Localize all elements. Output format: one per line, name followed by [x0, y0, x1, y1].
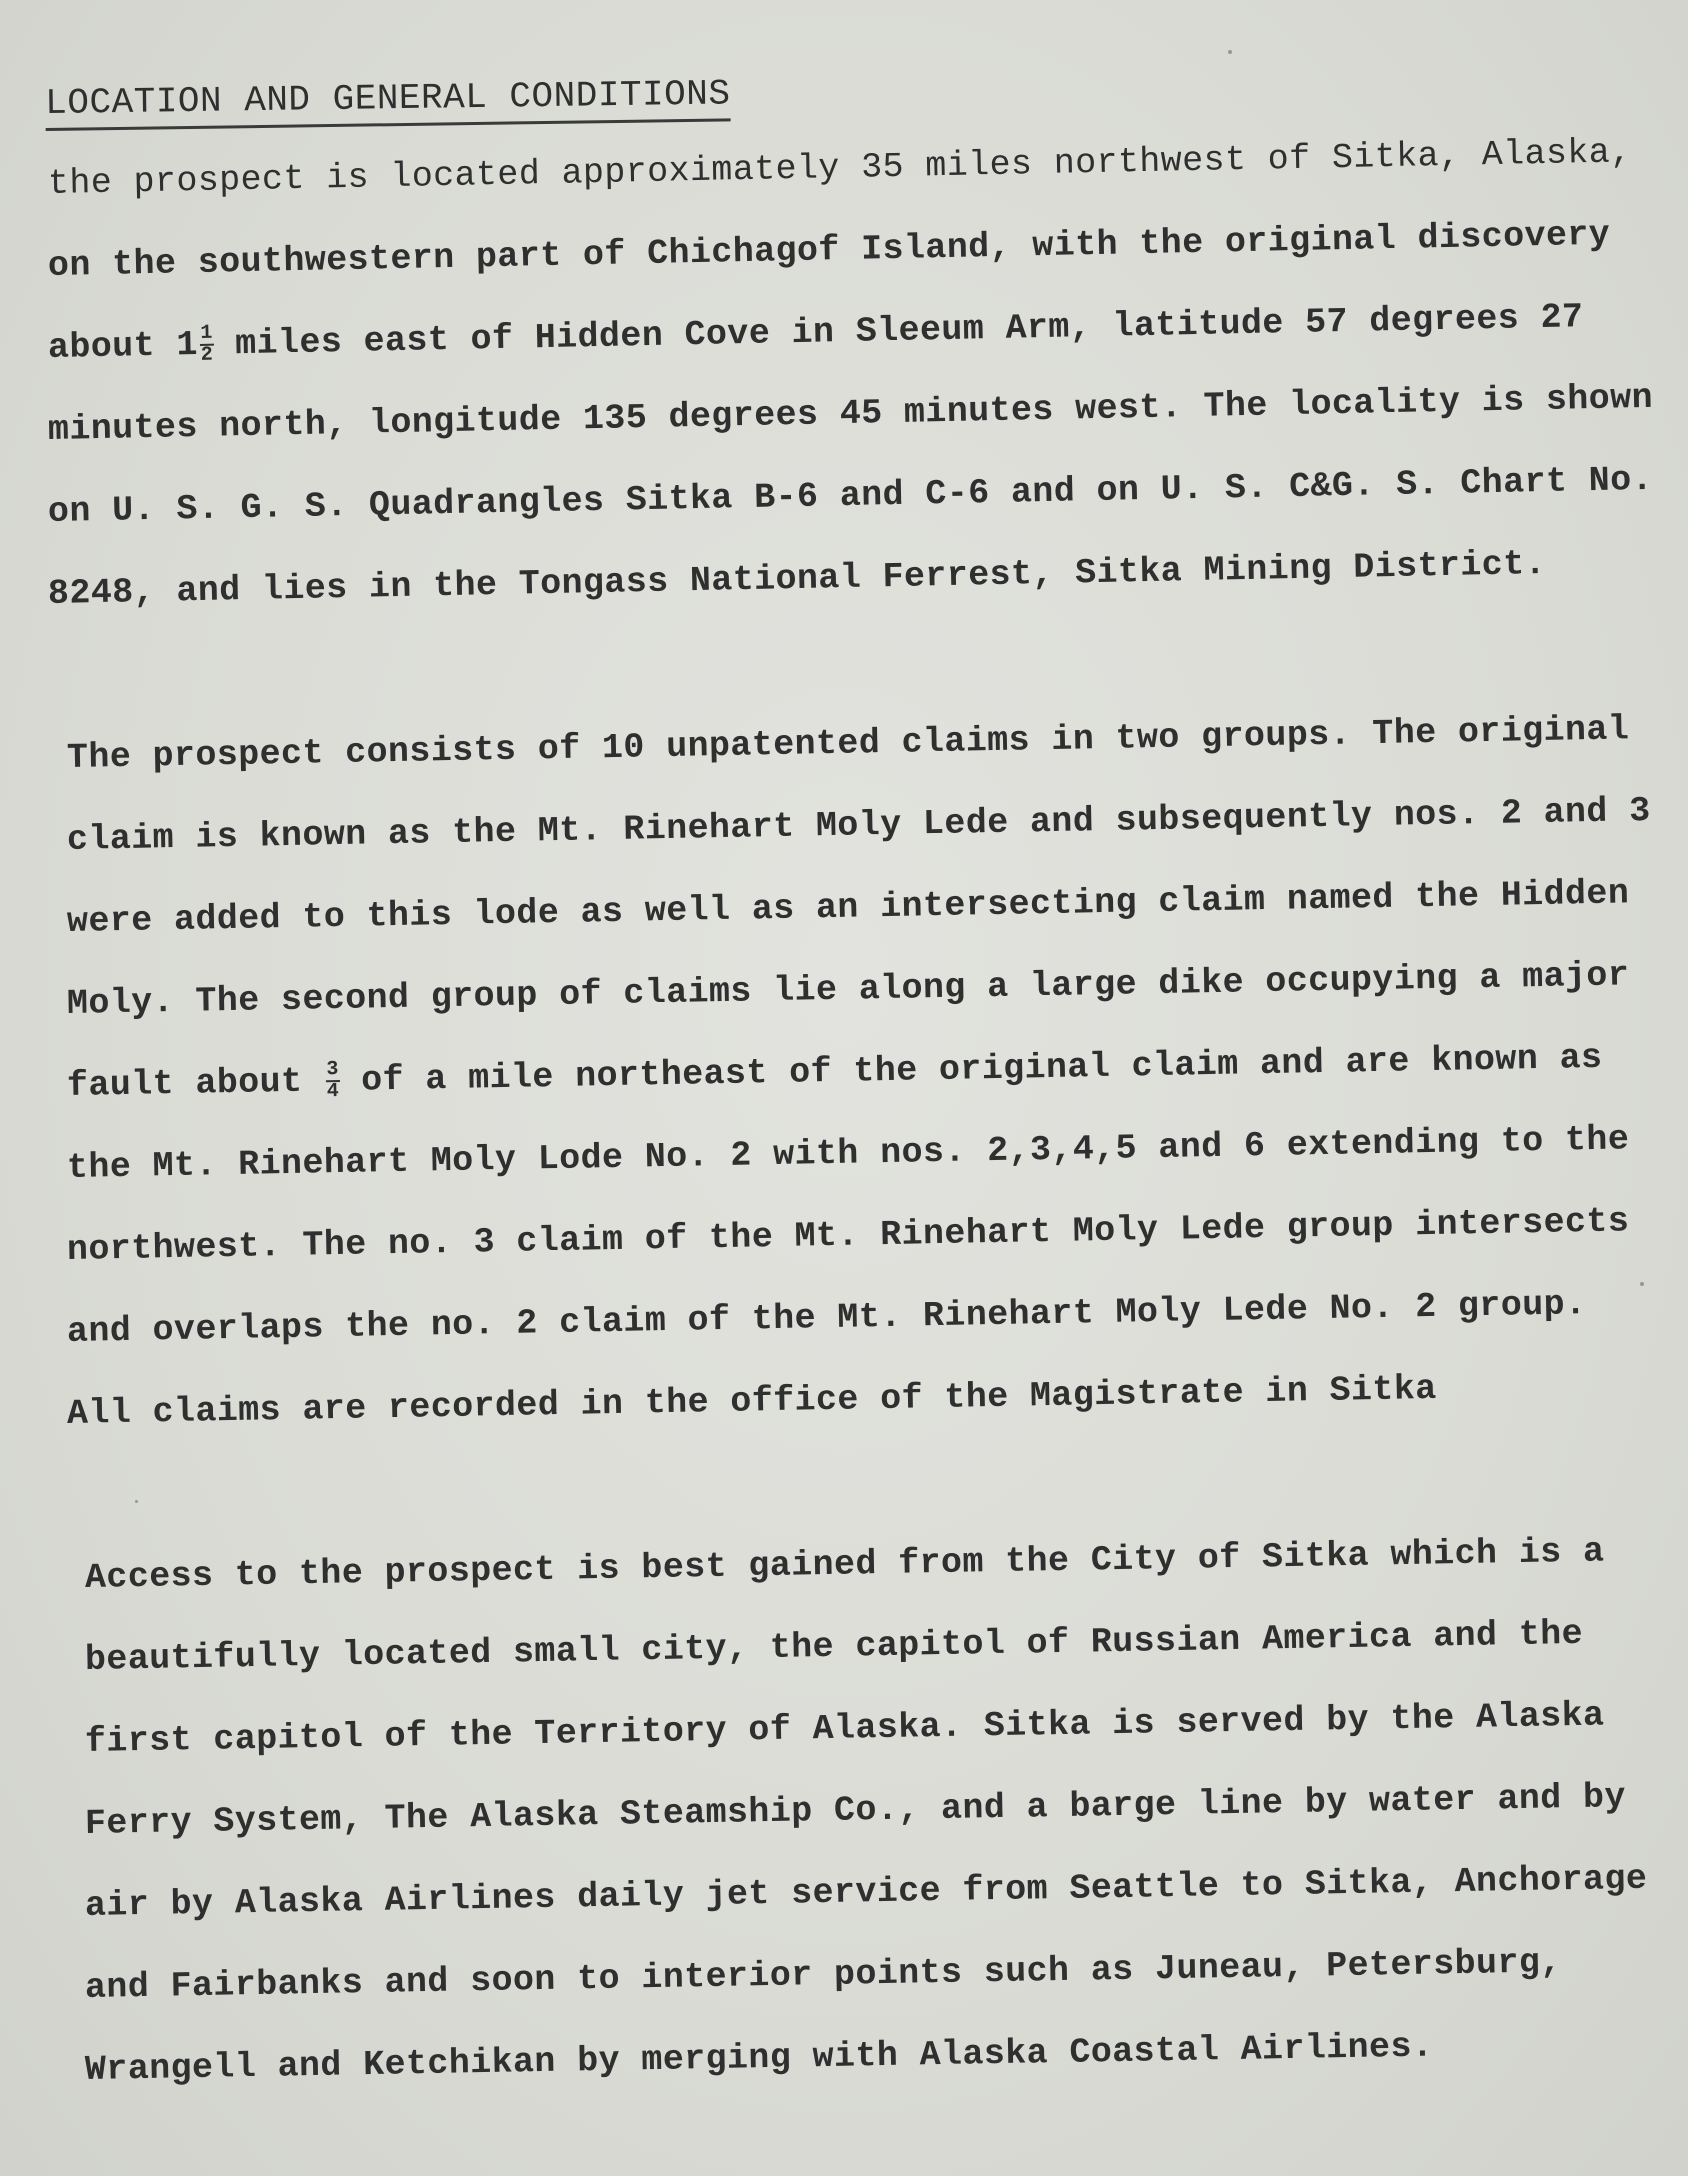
- text-line: Access to the prospect is best gained from the City of Sitka which is a: [84, 1531, 1605, 1598]
- text-segment: fault about: [66, 1061, 325, 1106]
- text-line: Wrangell and Ketchikan by merging with Alaska Coastal Airlines.: [84, 2026, 1434, 2090]
- text-line: on U. S. G. S. Quadrangles Sitka B-6 and C-6 and on U. S. C&G. S. Chart No.: [47, 459, 1654, 532]
- paragraph-access: [84, 1531, 1648, 2111]
- text-line: and overlaps the no. 2 claim of the Mt. Rinehart Moly Lede No. 2 group.: [66, 1284, 1587, 1352]
- text-line: Moly. The second group of claims lie along a large dike occupying a major: [66, 955, 1630, 1024]
- paper-speck: [1228, 50, 1232, 54]
- text-line: the Mt. Rinehart Moly Lode No. 2 with nos. 2,3,4,5 and 6 extending to the: [66, 1119, 1630, 1188]
- fraction-one-half: [199, 321, 214, 367]
- text-line: were added to this lode as well as an intersecting claim named the Hidden: [66, 873, 1630, 942]
- text-segment: of a mile northeast of the original claim and are known as: [339, 1037, 1603, 1101]
- text-segment: about 1: [47, 324, 199, 368]
- text-line: the prospect is located approximately 35 miles northwest of Sitka, Alaska,: [47, 132, 1632, 204]
- fraction-numerator: 3: [326, 1057, 339, 1081]
- paragraph-location: [47, 132, 1654, 635]
- paragraph-claims: [66, 709, 1651, 1455]
- text-line: beautifully located small city, the capitol of Russian America and the: [84, 1613, 1584, 1680]
- text-line: All claims are recorded in the office of the Magistrate in Sitka: [66, 1368, 1437, 1434]
- text-line: The prospect consists of 10 unpatented claims in two groups. The original: [66, 709, 1630, 778]
- text-line: Ferry System, The Alaska Steamship Co., and a barge line by water and by: [84, 1777, 1627, 1844]
- fraction-numerator: 1: [200, 321, 213, 345]
- section-heading: LOCATION AND GENERAL CONDITIONS: [45, 72, 731, 131]
- fraction-denominator: 4: [326, 1079, 340, 1103]
- text-segment: miles east of Hidden Cove in Sleeum Arm, latitude 57 degrees 27: [213, 297, 1584, 365]
- text-line: minutes north, longitude 135 degrees 45 minutes west. The locality is shown: [47, 377, 1654, 450]
- text-line: 8248, and lies in the Tongass National Ferrest, Sitka Mining District.: [47, 543, 1547, 614]
- fraction-denominator: 2: [200, 343, 214, 367]
- text-line: on the southwestern part of Chichagof Island, with the original discovery: [47, 214, 1611, 286]
- text-line: first capitol of the Territory of Alaska. Sitka is served by the Alaska: [84, 1695, 1605, 1762]
- text-line: and Fairbanks and soon to interior points such as Juneau, Petersburg,: [84, 1942, 1562, 2008]
- text-line: northwest. The no. 3 claim of the Mt. Rinehart Moly Lede group intersects: [66, 1201, 1630, 1270]
- text-line: claim is known as the Mt. Rinehart Moly Lede and subsequently nos. 2 and 3: [66, 790, 1651, 860]
- typed-document: [45, 73, 1654, 2111]
- text-line: air by Alaska Airlines daily jet service from Seattle to Sitka, Anchorage: [84, 1858, 1648, 1926]
- fraction-three-quarters: [325, 1057, 340, 1103]
